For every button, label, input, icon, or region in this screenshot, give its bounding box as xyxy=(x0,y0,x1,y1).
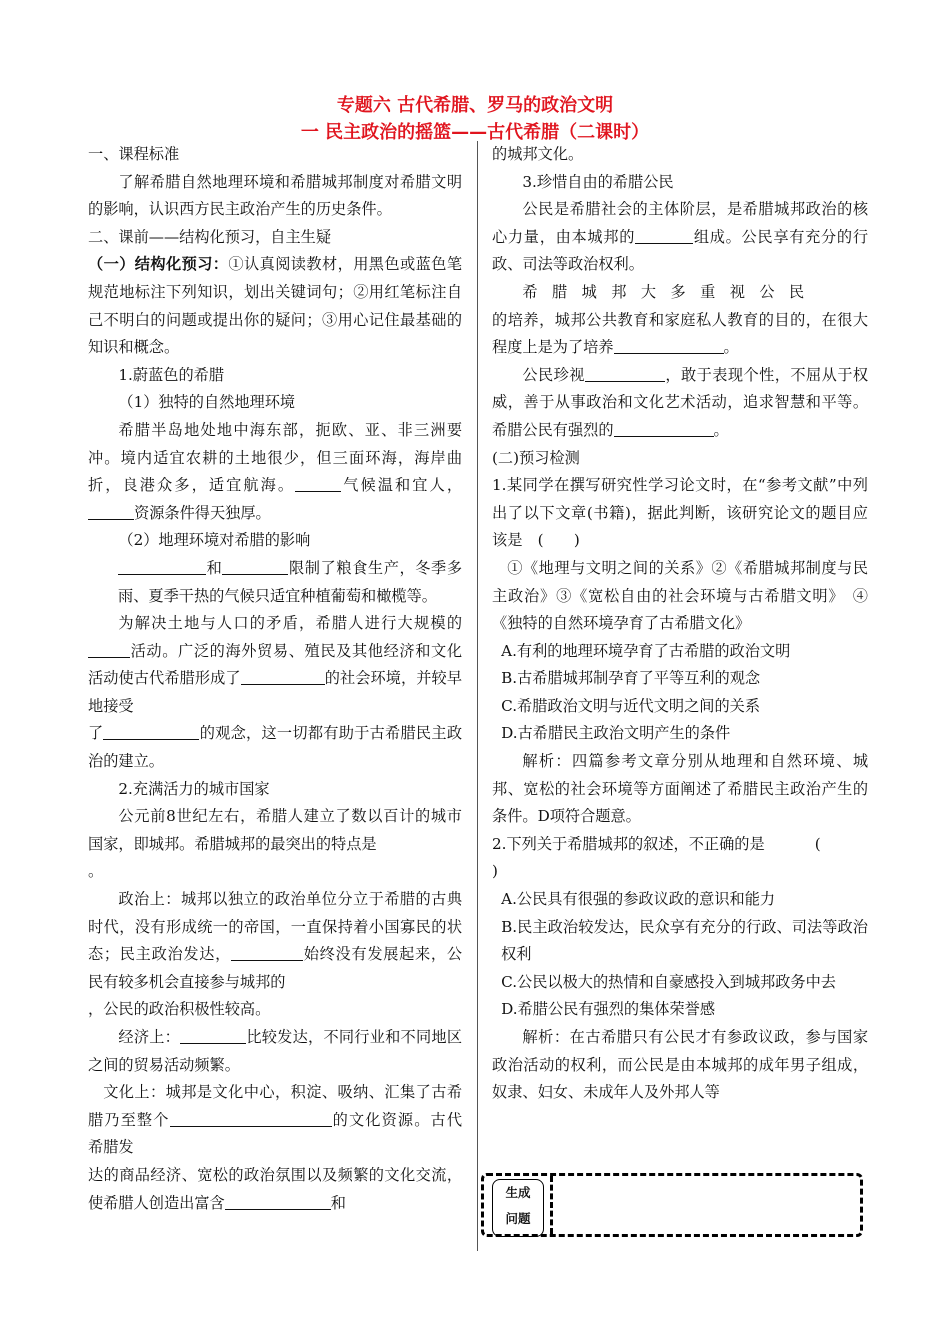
fill-blank[interactable] xyxy=(222,558,288,575)
q1-option-d[interactable]: D.古希腊民主政治文明产生的条件 xyxy=(501,724,731,743)
q1-option-c[interactable]: C.希腊政治文明与近代文明之间的关系 xyxy=(501,696,761,715)
section-preview: 二、课前——结构化预习，自主生疑 xyxy=(88,227,331,246)
right-column xyxy=(492,141,868,1107)
education-text: 希腊城邦大多重视公民 的培养，城邦公共教育和家庭私人教育的目的，在很大程度上是为了培养 。 xyxy=(492,282,868,357)
heading-city-state: 2.充满活力的城市国家 xyxy=(118,779,270,798)
economy-text: 经济上： 比较发达，不同行业和不同地区之间的贸易活动频繁。 xyxy=(88,1028,463,1074)
title-line-1: 专题六 古代希腊、罗马的政治文明 xyxy=(336,95,614,116)
curriculum-text: 了解希腊自然地理环境和希腊城邦制度对希腊文明的影响，认识西方民主政治产生的历史条件。 xyxy=(88,172,462,219)
section-curriculum: 一、课程标准 xyxy=(88,145,180,163)
q2-analysis: 解析：在古希腊只有公民才有参政议政，参与国家政治活动的权利，而公民是由本城邦的成年男子组成，奴隶、妇女、未成年人及外邦人等 xyxy=(492,1028,868,1102)
q1-option-b[interactable]: B.古希腊城邦制孕育了平等互利的观念 xyxy=(501,669,761,688)
question-1-references: ①《地理与文明之间的关系》②《希腊城邦制度与民主政治》③《宽松自由的社会环境与古希腊文明》 ④《独特的自然环境孕育了古希腊文化》 xyxy=(492,558,868,633)
q2-option-d[interactable]: D.希腊公民有强烈的集体荣誉感 xyxy=(501,1000,716,1019)
fill-blank[interactable] xyxy=(180,1027,246,1044)
fill-blank[interactable] xyxy=(88,503,134,520)
fill-blank[interactable] xyxy=(635,227,693,244)
column-divider xyxy=(477,141,478,1251)
generated-questions-box[interactable] xyxy=(481,1173,863,1237)
freedom-text: 公民珍视 ，敢于表现个性，不屈从于权威，善于从事政治和文化艺术活动，追求智慧和平等。希腊公民有强烈的 。 xyxy=(492,365,869,439)
fill-blank[interactable] xyxy=(103,723,199,740)
fill-blank[interactable] xyxy=(295,475,341,492)
influence-text: 和 限制了粮食生产，冬季多雨、夏季干热的气候只适宜种植葡萄和橄榄等。 xyxy=(118,558,463,605)
fill-blank[interactable] xyxy=(614,337,724,354)
politics-text: 政治上：城邦以独立的政治单位分立于希腊的古典时代，没有形成统一的帝国，一直保持着小国寡民的状态；民主政治发达， 始终没有发展起来，公民有较多机会直接参与城邦的 ，公民的政治积极性较高。 xyxy=(88,890,463,1019)
fill-blank[interactable] xyxy=(225,1193,331,1210)
city-state-text: 公元前8世纪左右，希腊人建立了数以百计的城市国家，即城邦。希腊城邦的最突出的特点是 。 xyxy=(88,807,462,881)
fill-blank[interactable] xyxy=(118,558,206,575)
q1-option-a[interactable]: A.有利的地理环境孕育了古希腊的政治文明 xyxy=(501,641,791,660)
q2-option-a[interactable]: A.公民具有很强的参政议政的意识和能力 xyxy=(501,890,776,909)
box-separator xyxy=(550,1176,553,1234)
question-1: 1.某同学在撰写研究性学习论文时，在“参考文献”中列出了以下文章(书籍)，据此判断，该研究论文的题目应该是 ( ) xyxy=(492,476,868,550)
heading-citizens: 3.珍惜自由的希腊公民 xyxy=(522,172,674,191)
q1-analysis: 解析：四篇参考文章分别从地理和自然环境、城邦、宽松的社会环境等方面阐述了希腊民主政治产生的条件。D项符合题意。 xyxy=(492,752,868,826)
colonization-text: 为解决土地与人口的矛盾，希腊人进行大规模的活动。广泛的海外贸易、殖民及其他经济和文化活动使古代希腊形成了 的社会环境，并较早地接受 了 的观念，这一切都有助于古希腊民主政治的建立。 xyxy=(88,614,463,771)
generated-questions-label: 生成 问题 xyxy=(492,1179,544,1237)
fill-blank[interactable] xyxy=(88,641,130,658)
citizens-text: 公民是希腊社会的主体阶层，是希腊城邦政治的核心力量，由本城邦的 组成。公民享有充分的行政、司法等政治权利。 xyxy=(492,200,869,274)
heading-geography: （1）独特的自然地理环境 xyxy=(118,393,296,412)
structured-preview xyxy=(88,251,462,361)
heading-influence: （2）地理环境对希腊的影响 xyxy=(118,531,311,550)
geography-text: 希腊半岛地处地中海东部，扼欧、亚、非三洲要冲。境内适宜农耕的土地很少，但三面环海，海岸曲折，良港众多，适宜航海。 气候温和宜人，资源条件得天独厚。 xyxy=(88,420,463,522)
fill-blank[interactable] xyxy=(585,365,665,382)
title-line-2: 一 民主政治的摇篮——古代希腊（二课时） xyxy=(300,122,650,143)
structured-preview-text: ①认真阅读教材，用黑色或蓝色笔规范地标注下列知识，划出关键词句；②用红笔标注自己不明白的问题或提出你的疑问；③用心记住最基础的知识和概念。 xyxy=(88,255,463,357)
culture-text: 文化上：城邦是文化中心，积淀、吸纳、汇集了古希腊乃至整个 的文化资源。古代希腊发 达的商品经济、宽松的政治氛围以及频繁的文化交流，使希腊人创造出富含 和 xyxy=(88,1083,463,1212)
fill-blank[interactable] xyxy=(241,668,325,685)
question-2: 2.下列关于希腊城邦的叙述，不正确的是 ( ) xyxy=(492,834,821,881)
fill-blank[interactable] xyxy=(170,1110,332,1127)
section-check: (二)预习检测 xyxy=(492,448,580,467)
heading-greece: 1.蔚蓝色的希腊 xyxy=(118,365,225,384)
q2-option-b[interactable]: B.民主政治较发达，民众享有充分的行政、司法等政治权利 xyxy=(501,917,868,964)
city-culture-end: 的城邦文化。 xyxy=(492,145,584,163)
q2-option-c[interactable]: C.公民以极大的热情和自豪感投入到城邦政务中去 xyxy=(501,972,836,991)
structured-preview-heading: （一）结构化预习： xyxy=(88,255,229,274)
fill-blank[interactable] xyxy=(614,420,714,437)
left-column xyxy=(88,141,462,1217)
fill-blank[interactable] xyxy=(231,944,303,961)
